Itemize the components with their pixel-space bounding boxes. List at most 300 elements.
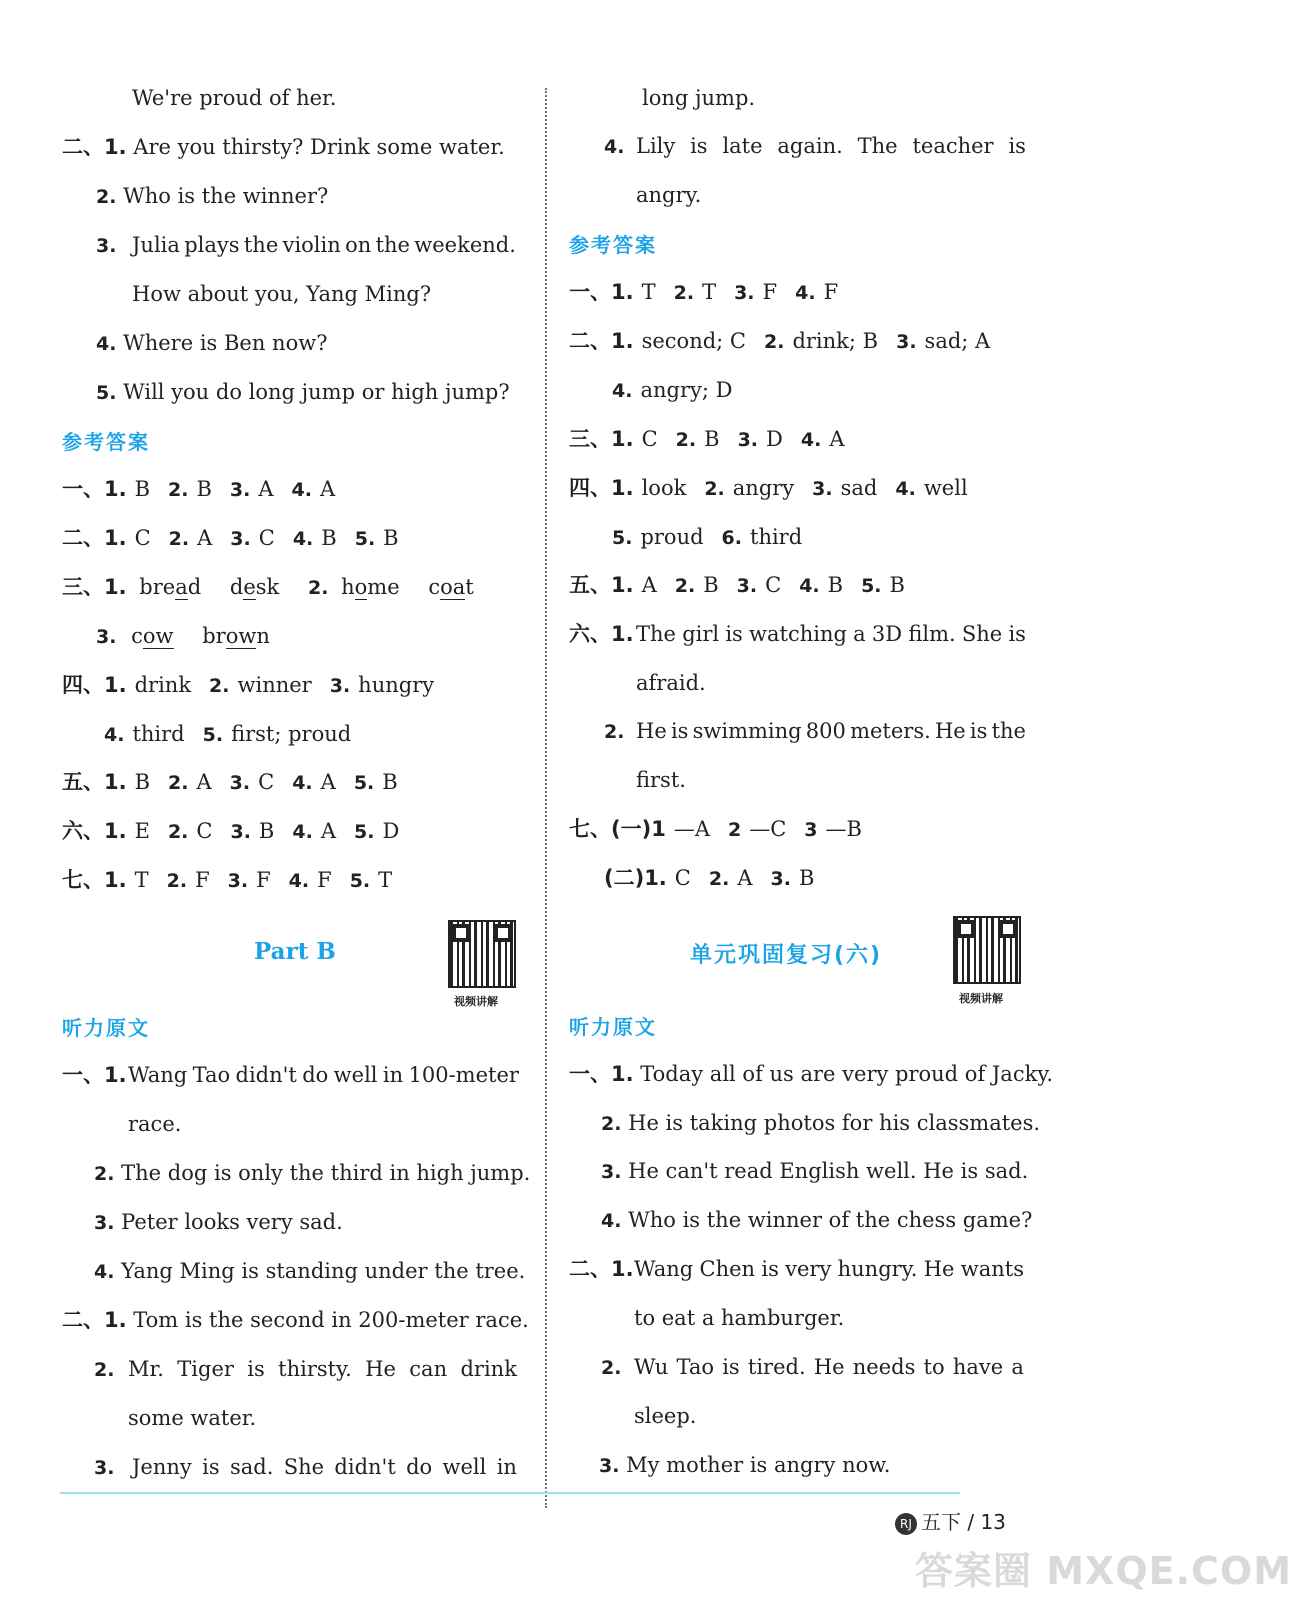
answer-line: [604, 376, 732, 404]
answer-item: [728, 817, 786, 841]
text-line: some water.: [128, 1406, 257, 1430]
text-line: 4. Yang Ming is standing under the tree.: [94, 1259, 526, 1283]
justified-line: [132, 231, 516, 259]
item-number: 3.: [736, 575, 758, 597]
answer-item: [230, 770, 275, 794]
text-line: 一、1.: [62, 1063, 127, 1087]
text-line: 4. Who is the winner of the chess game?: [601, 1208, 1033, 1232]
answer-line: [96, 720, 351, 748]
item-value: B: [134, 477, 151, 501]
text-line: 3.: [96, 235, 117, 257]
answer-item: [230, 819, 274, 843]
answer-item: [167, 868, 210, 892]
answer-item: [104, 722, 185, 746]
item-number: 4.: [292, 772, 313, 794]
word: sad.: [229, 1455, 274, 1479]
word: is: [722, 1355, 740, 1379]
answer-line: 三、1. C 2. B 3. D 4. A: [569, 427, 845, 451]
answer-item: [330, 673, 434, 697]
item-value: B: [827, 573, 844, 597]
word: to: [923, 1355, 945, 1379]
footer-line: [60, 1492, 960, 1494]
text-line: 二、1. Tom is the second in 200-meter race.: [62, 1308, 529, 1332]
answer-item: [812, 476, 877, 500]
text-line: 4. Where is Ben now?: [96, 331, 328, 355]
word: do: [302, 1063, 329, 1087]
word: 800: [805, 719, 846, 743]
section-title-answers: 参考答案: [569, 233, 657, 257]
word: a: [1011, 1355, 1024, 1379]
item-value: C: [258, 526, 275, 550]
item-number: 3.: [737, 429, 759, 451]
text-line: race.: [128, 1112, 182, 1136]
answer-item: [355, 526, 399, 550]
answer-item: [722, 525, 803, 549]
word: again.: [777, 134, 843, 158]
word: She: [961, 622, 1003, 646]
word: needs: [852, 1355, 916, 1379]
answer-item: [230, 526, 275, 550]
item-number: 2.: [168, 479, 189, 501]
item-value: —C: [749, 817, 787, 841]
text-line: 3. My mother is angry now.: [599, 1453, 891, 1477]
item-value: T: [641, 280, 656, 304]
word: on: [345, 233, 372, 257]
item-number: 5.: [354, 528, 376, 550]
answer-item: [675, 866, 691, 890]
text-line: 4.: [604, 136, 625, 158]
answer-item: [135, 770, 150, 794]
answer-item: [738, 427, 783, 451]
word: He: [636, 719, 667, 743]
answer-item: [209, 673, 312, 697]
answer-item: [804, 817, 862, 841]
answer-item: [168, 477, 212, 501]
item-number: 4.: [291, 479, 312, 501]
word: girl: [682, 622, 720, 646]
item-number: 4.: [800, 429, 822, 451]
word: is: [725, 622, 743, 646]
item-number: 5.: [202, 724, 224, 746]
section-title-listening: 听力原文: [62, 1016, 150, 1040]
answer-line: 六、1. E 2. C 3. B 4. A 5. D: [62, 819, 400, 843]
item-number: 4.: [104, 724, 125, 746]
item-value: T: [378, 868, 393, 892]
word: meters.: [850, 719, 931, 743]
justified-line: [128, 1061, 519, 1089]
answer-item: [674, 280, 716, 304]
item-value: well: [923, 476, 968, 500]
answer-item: [642, 573, 657, 597]
word: teacher: [912, 134, 994, 158]
word: tired.: [747, 1355, 806, 1379]
item-value: T: [134, 868, 149, 892]
item-value: second; C: [641, 329, 746, 353]
text-line: 一、1. Today all of us are very proud of Jacky.: [569, 1062, 1054, 1086]
word: weekend.: [414, 233, 516, 257]
item-value: A: [829, 427, 845, 451]
word: Wang: [634, 1257, 694, 1281]
answer-item: [642, 280, 656, 304]
justified-line: [128, 1355, 517, 1383]
word: drink: [460, 1357, 517, 1381]
answer-line: 四、1. drink 2. winner 3. hungry: [62, 673, 435, 697]
word: violin: [282, 233, 341, 257]
word: is: [1008, 134, 1026, 158]
word: Wu: [634, 1355, 669, 1379]
item-number: 2.: [209, 675, 230, 697]
item-value: A: [258, 477, 274, 501]
item-value: C: [258, 770, 275, 794]
answer-item: [674, 817, 710, 841]
text-line: to eat a hamburger.: [634, 1306, 845, 1330]
word: in: [496, 1455, 517, 1479]
word: Jenny: [132, 1455, 192, 1479]
item-number: 2.: [167, 821, 189, 843]
justified-line: [636, 132, 1026, 160]
word: Chen: [699, 1257, 756, 1281]
word: is: [690, 134, 708, 158]
item-value: B: [383, 526, 399, 550]
word: is: [761, 1257, 779, 1281]
text-line: 2.: [604, 721, 625, 743]
word: plays: [184, 233, 240, 257]
item-value: —B: [825, 817, 862, 841]
watermark: 答案圈 MXQE.COM: [915, 1549, 1292, 1593]
answer-item: [292, 819, 336, 843]
item-number: 6.: [721, 527, 742, 549]
item-value: B: [321, 526, 337, 550]
item-value: A: [197, 526, 213, 550]
item-value: C: [134, 526, 151, 550]
word: didn't: [334, 1455, 396, 1479]
text-line: 二、1.: [569, 1257, 634, 1281]
answer-item: [771, 866, 815, 890]
text-line: 5. Will you do long jump or high jump?: [96, 380, 510, 404]
answer-item: [354, 770, 398, 794]
item-value: first; proud: [231, 722, 352, 746]
word: 3D: [871, 622, 903, 646]
item-value: hungry: [358, 673, 435, 697]
text-line: 3.: [94, 1457, 115, 1479]
item-number: 2: [727, 819, 742, 841]
item-value: C: [196, 819, 213, 843]
item-value: look: [641, 476, 687, 500]
answer-item: [293, 526, 337, 550]
word: The: [636, 622, 676, 646]
word: watching: [749, 622, 847, 646]
word: The: [857, 134, 898, 158]
text-line: sleep.: [634, 1404, 697, 1428]
word: Lily: [636, 134, 676, 158]
word: can: [409, 1357, 448, 1381]
word: He: [813, 1355, 845, 1379]
answer-item: [737, 573, 782, 597]
answer-item: [612, 525, 704, 549]
answer-line: (二)1. C 2. A 3. B: [604, 866, 815, 890]
item-value: A: [320, 477, 336, 501]
item-value: B: [704, 427, 720, 451]
answer-line: 3. cow brown: [96, 624, 270, 648]
item-number: 4.: [292, 821, 313, 843]
word: is: [247, 1357, 265, 1381]
page-number: RJ 五下 / 13: [895, 1506, 1006, 1535]
item-value: drink: [134, 673, 192, 697]
item-value: C: [641, 427, 658, 451]
answer-item: [642, 476, 687, 500]
qr-code[interactable]: [448, 920, 516, 988]
word: Julia: [132, 233, 180, 257]
word: the: [991, 719, 1026, 743]
answer-item: [135, 868, 149, 892]
item-number: 3.: [896, 331, 917, 353]
answer-item: [135, 673, 191, 697]
answer-item: [612, 378, 732, 402]
item-number: 5.: [353, 772, 375, 794]
justified-line: [634, 1353, 1024, 1381]
item-value: A: [320, 770, 336, 794]
qr-caption: 视频讲解: [454, 995, 498, 1008]
text-line: angry.: [636, 183, 702, 207]
word: do: [406, 1455, 433, 1479]
text-line: We're proud of her.: [132, 86, 337, 110]
answer-item: [799, 573, 843, 597]
word: Tiger: [177, 1357, 234, 1381]
answer-item: [895, 476, 967, 500]
item-value: F: [195, 868, 210, 892]
word: is: [202, 1455, 220, 1479]
item-value: B: [798, 866, 815, 890]
item-value: A: [641, 573, 657, 597]
word: is: [670, 719, 689, 743]
word: Tao: [192, 1063, 231, 1087]
item-value: B: [889, 573, 905, 597]
item-value: B: [196, 477, 212, 501]
item-number: 2.: [166, 870, 188, 892]
word: in: [382, 1063, 404, 1087]
item-number: 4.: [799, 575, 820, 597]
item-value: proud: [640, 525, 704, 549]
item-number: 5.: [349, 870, 371, 892]
word: late: [722, 134, 763, 158]
item-value: D: [766, 427, 783, 451]
item-value: sad; A: [924, 329, 991, 353]
item-number: 5.: [353, 821, 375, 843]
item-number: 3.: [734, 282, 755, 304]
item-number: 3.: [229, 772, 251, 794]
answer-line: 一、1. T 2. T 3. F 4. F: [569, 280, 839, 304]
item-value: T: [702, 280, 717, 304]
item-number: 3.: [329, 675, 351, 697]
answer-item: [704, 476, 794, 500]
word: Mr.: [128, 1357, 164, 1381]
qr-code[interactable]: [953, 916, 1021, 984]
answer-item: [168, 819, 213, 843]
answer-item: [896, 329, 990, 353]
item-number: 3.: [770, 868, 791, 890]
word: is: [969, 719, 988, 743]
word: well: [442, 1455, 487, 1479]
item-number: 4.: [895, 478, 916, 500]
item-value: D: [382, 819, 400, 843]
word: Tao: [676, 1355, 714, 1379]
word: He: [923, 1257, 955, 1281]
item-value: F: [317, 868, 332, 892]
item-value: third: [750, 525, 803, 549]
word: well: [333, 1063, 378, 1087]
answer-item: [764, 329, 878, 353]
item-number: 4.: [288, 870, 310, 892]
part-title: Part B: [254, 938, 336, 965]
item-number: 2.: [168, 528, 190, 550]
answer-item: [292, 770, 336, 794]
item-number: 5.: [612, 527, 633, 549]
word: the: [243, 233, 279, 257]
item-value: B: [382, 770, 398, 794]
answer-line: 七、(一)1 —A 2 —C 3 —B: [569, 817, 862, 841]
section-title-listening: 听力原文: [569, 1015, 657, 1039]
text-line: 六、1.: [569, 622, 634, 646]
item-number: 2.: [675, 429, 697, 451]
answer-line: 七、1. T 2. F 3. F 4. F 5. T: [62, 868, 393, 892]
word: the: [375, 233, 410, 257]
item-value: angry; D: [640, 378, 733, 402]
text-line: 2.: [94, 1359, 115, 1381]
item-number: 3.: [227, 870, 249, 892]
item-value: A: [737, 866, 753, 890]
item-value: E: [134, 819, 150, 843]
word: swimming: [692, 719, 802, 743]
item-number: 3.: [812, 478, 833, 500]
answer-item: [734, 280, 777, 304]
answer-line: 五、1. A 2. B 3. C 4. B 5. B: [569, 573, 905, 597]
justified-line: [636, 620, 1026, 648]
answer-item: [642, 329, 746, 353]
answer-line: 四、1. look 2. angry 3. sad 4. well: [569, 476, 968, 500]
word: is: [1008, 622, 1026, 646]
text-line: 3. Peter looks very sad.: [94, 1210, 343, 1234]
answer-line: 三、1. bread desk 2. home coat: [62, 575, 474, 599]
unit-title: 单元巩固复习(六): [690, 943, 883, 968]
item-value: A: [196, 770, 212, 794]
answer-item: [292, 477, 336, 501]
item-number: 2.: [764, 331, 785, 353]
item-number: 3: [804, 819, 818, 841]
answer-item: [709, 866, 753, 890]
answer-item: [676, 427, 720, 451]
word: wants: [960, 1257, 1024, 1281]
item-number: 4.: [795, 282, 816, 304]
word: a: [853, 622, 866, 646]
item-number: 4.: [292, 528, 314, 550]
text-line: 3. He can't read English well. He is sad.: [601, 1159, 1029, 1183]
qr-caption: 视频讲解: [959, 992, 1003, 1005]
text-line: long jump.: [642, 86, 756, 110]
item-value: F: [823, 280, 839, 304]
text-line: 2.: [601, 1357, 622, 1379]
word: She: [283, 1455, 325, 1479]
text-line: 2. Who is the winner?: [96, 184, 329, 208]
item-value: B: [134, 770, 151, 794]
answer-item: [135, 526, 151, 550]
text-line: 二、1. Are you thirsty? Drink some water.: [62, 135, 505, 159]
word: have: [952, 1355, 1004, 1379]
answer-item: [169, 526, 213, 550]
answer-item: [861, 573, 905, 597]
answer-item: [203, 722, 352, 746]
answer-line: [604, 523, 802, 551]
word: Wang: [128, 1063, 188, 1087]
answer-item: [135, 477, 150, 501]
answer-item: [795, 280, 838, 304]
item-number: 2.: [708, 868, 730, 890]
answer-item: [801, 427, 845, 451]
item-number: 2.: [168, 772, 189, 794]
answer-item: [168, 770, 212, 794]
answer-item: [642, 427, 658, 451]
justified-line: [634, 1255, 1024, 1283]
item-number: 3.: [229, 479, 251, 501]
justified-line: [132, 1453, 517, 1481]
answer-line: 五、1. B 2. A 3. C 4. A 5. B: [62, 770, 398, 794]
item-value: F: [256, 868, 271, 892]
answer-line: 二、1. second; C 2. drink; B 3. sad; A: [569, 329, 991, 353]
edition-badge: RJ: [895, 1513, 917, 1535]
item-number: 3.: [230, 821, 251, 843]
item-number: 2.: [674, 575, 696, 597]
item-value: C: [765, 573, 782, 597]
item-value: B: [703, 573, 719, 597]
text-line: 2. He is taking photos for his classmates.: [601, 1111, 1041, 1135]
item-value: C: [674, 866, 691, 890]
answer-item: [228, 868, 271, 892]
text-line: How about you, Yang Ming?: [132, 282, 432, 306]
word: film.: [908, 622, 956, 646]
word: 100-meter: [408, 1063, 519, 1087]
column-divider: [545, 88, 547, 1508]
item-number: 4.: [612, 380, 633, 402]
item-value: A: [320, 819, 336, 843]
section-title-answers: 参考答案: [62, 430, 150, 454]
word: very: [785, 1257, 832, 1281]
answer-line: 二、1. C 2. A 3. C 4. B 5. B: [62, 526, 399, 550]
item-value: —A: [673, 817, 710, 841]
answer-item: [350, 868, 392, 892]
item-number: 5.: [861, 575, 882, 597]
text-line: first.: [636, 768, 686, 792]
answer-item: [230, 477, 274, 501]
word: He: [934, 719, 966, 743]
answer-item: [289, 868, 332, 892]
text-line: afraid.: [636, 671, 706, 695]
answer-line: 一、1. B 2. B 3. A 4. A: [62, 477, 336, 501]
word: thirsty.: [278, 1357, 352, 1381]
text-line: 2. The dog is only the third in high jump.: [94, 1161, 531, 1185]
item-value: F: [762, 280, 778, 304]
word: didn't: [235, 1063, 297, 1087]
item-value: drink; B: [792, 329, 879, 353]
item-value: third: [132, 722, 185, 746]
item-value: sad: [840, 476, 878, 500]
item-number: 3.: [230, 528, 251, 550]
word: hungry.: [837, 1257, 918, 1281]
item-value: B: [258, 819, 275, 843]
word: He: [365, 1357, 396, 1381]
justified-line: [636, 717, 1026, 745]
answer-item: [675, 573, 719, 597]
item-number: 2.: [673, 282, 695, 304]
answer-item: [135, 819, 150, 843]
